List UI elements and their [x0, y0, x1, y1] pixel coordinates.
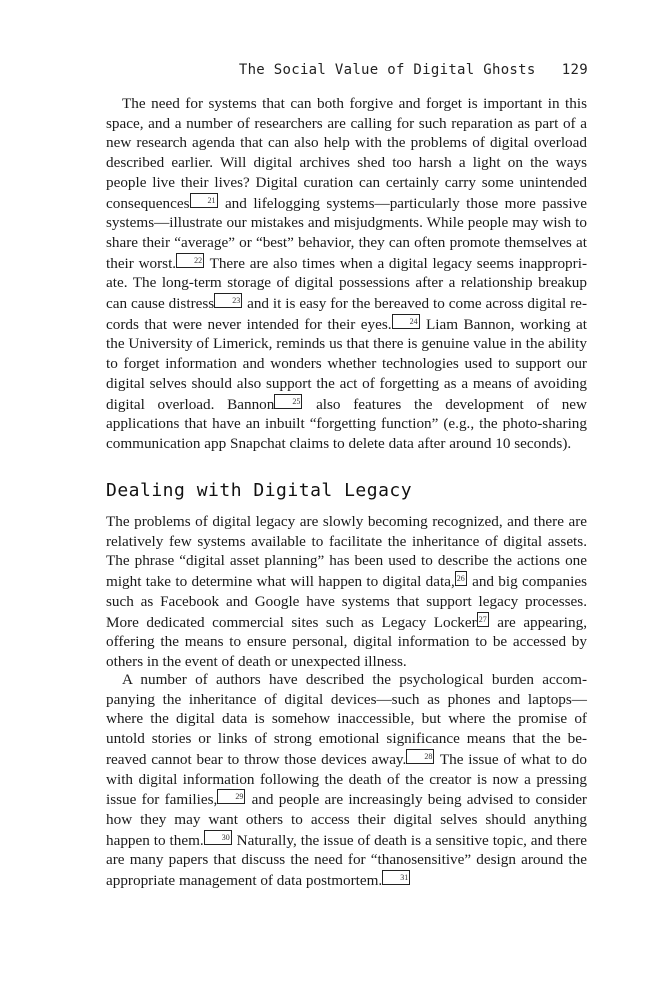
note-reference: 25: [274, 394, 302, 409]
note-reference: 29: [217, 789, 245, 804]
note-reference: 30: [204, 830, 232, 845]
paragraph-text: and people are increasingly being advised to consider how they may want others to access their digital selves should anything happen to them.: [106, 791, 587, 849]
paragraph: [106, 670, 587, 891]
paragraph-text: also features the development of new applications that have an inbuilt “forgetting function” (e.g., the photo-sharing communication app Snapchat claims to delete data after around 10 seconds).: [106, 395, 588, 452]
note-reference: 28: [406, 749, 434, 764]
paragraph: [106, 512, 587, 672]
paragraph-text: The need for systems that can both forgive and forget is important in this space, and a number of researchers are calling for such reparation as part of a new research agenda that can also help with the problems of digital overload described earlier. Will digital archives shed too harsh a light on the ways people live their lives? Digital curation can certainly carry some unintended consequences: [106, 95, 587, 212]
paragraph: [106, 94, 587, 454]
paragraph-text: The issue of what to do with digital information following the death of the creator is now a pressing issue for families,: [106, 750, 587, 809]
paragraph-text: There are also times when a digital legacy seems inappropriate. The long-term storage of digital possessions after a relationship breakup can cause distress: [106, 254, 587, 313]
note-reference: 23: [214, 293, 242, 308]
paragraph-text: are appearing, offering the means to ensure personal, digital information to be accessed by others in the event of death or unexpected illness.: [106, 613, 587, 670]
paragraph-text: Liam Bannon, working at the University of Limerick, reminds us that there is genuine value in the ability to forget information and wonders whether technologies used to support our digital selves should also support the act of forgetting as a means of avoiding digital overload. Bannon: [106, 315, 587, 413]
note-reference: 24: [392, 314, 420, 329]
note-reference: 31: [382, 870, 410, 885]
paragraph-text: The problems of digital legacy are slowly becoming recognized, and there are relatively few systems available to facilitate the inheritance of digital assets. The phrase “digital asset planning” has been used to describe the actions one might take to determine what will happen to digital data,: [106, 513, 587, 591]
paragraph-text: A number of authors have described the psychological burden accompanying the inheritance of digital devices—such as phones and laptops—where the digital data is somehow inaccessible, but where the promise of untold stories or links of strong emotional significance means that the bereaved cannot bear to throw those devices away.: [106, 671, 587, 768]
note-reference: 22: [176, 253, 204, 268]
section-heading: Dealing with Digital Legacy: [106, 480, 413, 501]
note-reference: 26: [455, 571, 467, 586]
note-reference: 21: [190, 193, 218, 208]
paragraph-text: and big companies such as Facebook and Google have systems that support legacy processes. More dedicated commercial sites such as Legacy Locker: [106, 573, 587, 631]
paragraph-text: and lifelogging systems—particularly those more passive systems—illustrate our mistakes and misjudgments. While people may wish to share their “average” or “best” behavior, they can often promote themselves at their worst.: [106, 194, 587, 272]
note-reference: 27: [477, 612, 489, 627]
running-head: The Social Value of Digital Ghosts 129: [238, 62, 588, 78]
paragraph-text: and it is easy for the bereaved to come across digital records that were never intended for their eyes.: [106, 295, 587, 333]
paragraph-text: Naturally, the issue of death is a sensitive topic, and there are many papers that discuss the need for “thanosensitive” design around the appropriate management of data postmortem.: [106, 831, 587, 890]
